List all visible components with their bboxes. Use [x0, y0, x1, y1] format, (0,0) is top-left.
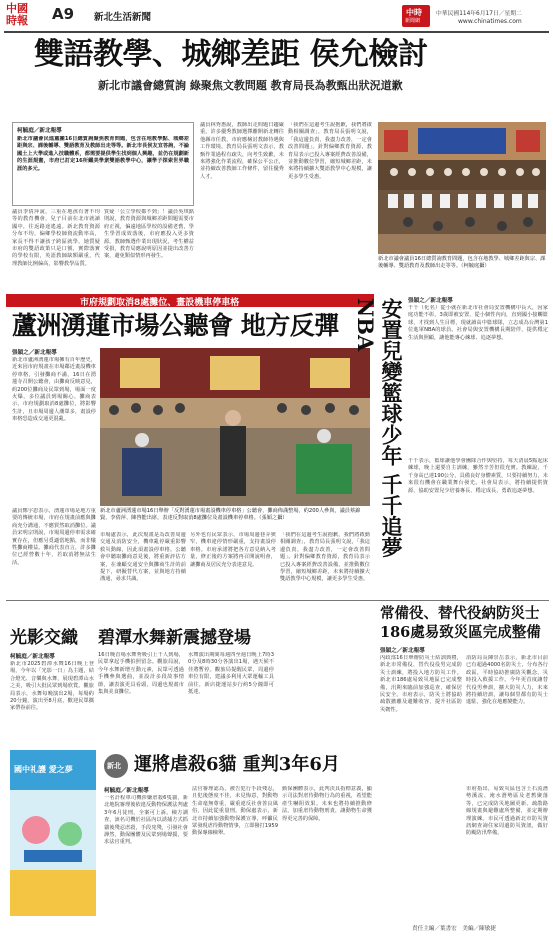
lead-subhead: 新北市議會總質詢 綠聚焦文教問題 教育局長為教甄出狀況道歉: [98, 79, 403, 92]
volunteer-headline-text: 常備役、替代役納防災士 186處易致災區完成整備: [380, 605, 541, 641]
masthead: [0, 0, 553, 33]
abuse-body-col1: 一名計程車司機涉嫌虐殺6隻貓，新北地院審理後依違反動物保護法判處3年6月徒刑，全案可上訴。檢方調查，該名司機於社區內以誘捕方式抓貓後殘忍虐殺，手段兇殘，引發社會譁然，動保團體及民眾到場聲援，要求法官重判。: [104, 795, 188, 846]
lead-body-col4: 「我們在這邊考生說抱歉，我們將啟動相關調查」，教育局長張明文說，「我這邊負責，我盡力改善，一定會改善問題」。針對偏鄉教育資源，教育局表示已投入專案經費改善設備，並推動數位學習，縮短城鄉差距，未來將持續擴大雙語教學中心規模，讓更多學生受惠。: [288, 122, 372, 180]
lead-photo: [378, 122, 546, 254]
dance-body-col1: 新北市2025碧潭水舞16日晚上登場，今年以「光影一日」為主題，結合燈光、音樂與水舞，展現碧潭山水之美，吸引大批民眾到場欣賞。觀旅局表示，水舞每晚演出2場，每場約20分鐘，演出至8月底，歡迎民眾攜家帶眷前往。: [10, 661, 94, 712]
brand-mark: [402, 5, 430, 27]
market-body-col2: 議員鄭宇恩表示，湧蓮市場是地方重要的傳統市場，市府在規畫前應與攤商充分溝通，不應貿然取消攤位。議員宋明宗則說，市場周邊停車需求確實存在，但應另覓適當地點，而非犧牲攤商權益。攤商代表直言，許多攤位已經營數十年，若取消將無法生活。: [12, 508, 96, 566]
volunteer-body-col3: 市府指出，易致災區包含土石流潛勢溪流、淹水潛勢區及老舊聚落等，已完成防災地圖更新、疏散路線規畫與避難處所整備，並定期辦理演練。市民可透過新北市防災資訊網查詢住家周邊防災資訊，做好防颱防汛準備。: [466, 786, 548, 837]
market-byline: 張穎之／新北報導: [12, 350, 57, 356]
masthead-rule: [4, 31, 549, 33]
lead-photo-caption: 新北市議會議員16日總質詢教育問題，包含在地教學、城鄉差距與宗、課後輔導、雙語教育及教師出走等等。（柯毓庭攝）: [378, 256, 546, 269]
dance-promo-image: [10, 750, 96, 916]
website-link[interactable]: www.chinatimes.com: [458, 18, 522, 25]
lead-body-col3: 議員林秀惠說，教師出走問題日趨嚴重，許多優秀教師選擇離開新北轉往他縣市任教，市府應檢討教師待遇與工作環境。教育局長張明文表示，教甄作業過程有疏失，向考生致歉，未來將強化作業流程，確保公平公正，並持續改善教師工作條件，留住優秀人才。: [200, 122, 284, 180]
lead-intro-box: [12, 122, 194, 206]
issue-date: 中華民國114年6月17日／星期二: [436, 11, 522, 17]
page-number: A9: [52, 5, 75, 23]
market-body-col5: 「我們在這邊考生說抱歉，我們將啟動相關調查」，教育局長張明文說，「我這邊負責，我盡力改善，一定會改善問題」。針對偏鄉教育資源，教育局表示已投入專案經費改善設備，並推動數位學習，縮短城鄉差距，未來將持續擴大雙語教學中心規模，讓更多學生受惠。: [280, 532, 370, 583]
lead-headline: 雙語教學、城鄉差距 侯允檢討: [34, 37, 428, 72]
basketball-headline: [353, 298, 404, 598]
section-name: 新北生活新聞: [94, 12, 152, 23]
brand-mark-line-1: 中時: [406, 8, 422, 17]
basketball-headline-text: 安置兒變籃球少年 千千追夢NBA: [353, 298, 404, 558]
lead-body-col2: 質疑「公立學校都不到」！議員吳琪銘則說，教育資源與城鄉差距問題需要市府正視，偏遠地區學校的設備老舊，學生學習成效落後，市府應投入更多資源。教師甄選作業出現狀況，考生權益受損，教育局應說明原因並提出改善方案，避免類似情形再發生。: [104, 209, 194, 260]
market-kicker-bar: [6, 294, 374, 307]
abuse-headline: 運將虐殺6貓 重判3年6月: [134, 754, 340, 775]
volunteer-headline: [380, 604, 548, 642]
lead-body-col1: 議員李倩萍說，三重在地孩有著不均等的教育機會，兒子目前在北市就讀國中，往返路途遙遠。新北教育資源分布不均，偏鄉學校師資流動率高，家長不得不讓孩子跨區就學。她質疑市府的雙語政策只是口號，實際落實的學校有限，英語教師缺額嚴重，代理教師比例偏高，影響教學品質。: [12, 209, 100, 267]
market-body-col4: 另外也有民眾表示，市場周邊巷弄狹窄，機車違停情形嚴重，支持畫設停車格。市府承諾將把各方意見納入考量，修正後的方案將再召開說明會，讓攤商及居民充分表達意見。: [190, 532, 276, 568]
basketball-byline: 張穎之／新北報導: [408, 298, 453, 304]
dance-headline-b: 碧潭水舞新震撼登場: [98, 628, 251, 648]
market-photo: [100, 348, 370, 506]
dance-body-col2: 16日晚首場水舞秀吸引上千人到場，民眾拿起手機拍照留念。觀旅局說，今年水舞新增互動元素，民眾可透過手機參與選曲，並設計多段故事情節，讓表演更具看頭，周邊也規畫市集與美食攤位。: [98, 652, 184, 696]
newspaper-logo: [6, 3, 34, 29]
abuse-badge: [104, 754, 128, 778]
dance-promo-text: 國中礼護 愛之夢: [14, 765, 73, 774]
market-kicker: 市府規劃取消8處攤位、畫設機車停車格: [80, 298, 240, 308]
market-photo-caption: 新北市蘆洲湧蓮市場16日舉辦「反對湧蓮市場畫設機車停車格」公聽會，攤商佈滿整場，約200人參與，議員蔡錦賢、李倩萍、陳啓能出席，表達反對取消8處攤位及畫設機車停車格。（張穎之攝）: [100, 508, 361, 521]
market-headline: 蘆洲湧蓮市場公聽會 地方反彈: [12, 311, 339, 340]
footer-credits: 責任主編／葉書宏 美編／陳敏捷: [412, 926, 496, 932]
dance-body-col3: 水舞演出期間每週四至週日晚上7時30分及8時30分各演出1場，遇天候不佳將暫停。觀旅局提醒民眾，周邊停車位有限，建議多利用大眾運輸工具前往，新店捷運站步行約5分鐘即可抵達。: [188, 652, 274, 696]
abuse-body-col2: 法官審理認為，被告犯行手段殘忍，且犯後態度不佳，未見悔意，對動物生命毫無尊重，嚴重違反社會善良風俗，因此從重量刑。動保處表示，新北市持續加強動物保護宣導，呼籲民眾發現虐待動物情事，立即撥打1959動保專線檢舉。: [192, 786, 278, 837]
lead-intro: 新北市議會民進黨團16日總質詢聚焦教育問題，包含在地教學點、城鄉差距與宗、課後輔導、雙語教育及教師出走等等。新北市長侯友宜答詢，不論國土上大學或進入技職體系，都需要提供學生找到個人興趣，並仍在規劃新的生涯規畫，市府已訂定16所鐵美學衆雙語教學中心，讓學子探索世界職涯的多元。: [17, 136, 189, 172]
market-body-col3: 市場處表示，此次規畫是為改善周邊交通及消防安全，機車亂停嚴重影響救災動線，因此須畫設停車格。公聽會中聽取攤商意見後，將重新評估方案，在兼顧交通安全與攤商生計的前提下，研擬替代方案，並與地方持續溝通，尋求共識。: [100, 532, 186, 583]
volunteer-body-col1: 內政部16日舉辦防災士結訓典禮，新北市常備役、替代役役男完成防災士訓練，將投入地方防災工作。新北市186處易致災地區已完成整備，汛期來臨前加強巡查，確保居民安全。市府表示，防災士將協助疏散撤離及避難收容，提升社區防災韌性。: [380, 655, 462, 713]
abuse-badge-text: 新北: [107, 762, 121, 770]
market-body-col1: 新北市蘆洲湧蓮市場擁有百年歷史，近來因市府規畫在市場鄰近畫設機車停車格，引發攤商不滿，16日在湧蓮寺召開公聽會，由攤商反映意見，約200位攤商及民眾到場，場面一度火爆，多位議員到場關心。攤商表示，市府規劃取消8處攤位，將影響生計，且市場周邊人潮眾多，畫設停車格恐造成交通更混亂。: [12, 357, 96, 423]
basketball-body-col1: 千千（化名）從小就在新北市社會局安置機構中長大，因家庭功能不彰，3歲即被安置，從小個性內向，直到國小接觸籃球，才找到人生目標，現就讀高中籃球隊，立志成為台灣第1位進軍NBA的球員。社會局與安置機構長期陪伴，提供穩定生活與照顧，讓他能專心練球、追逐夢想。: [408, 305, 548, 341]
newspaper-logo-line-2: 時報: [6, 14, 28, 27]
volunteer-byline: 張穎之／新北報導: [380, 648, 425, 654]
lead-byline: 柯毓庭／新北報導: [17, 128, 62, 134]
newspaper-logo-line-1: 中國: [6, 2, 28, 15]
dance-byline: 柯毓庭／新北報導: [10, 654, 55, 660]
volunteer-body-col2: 消防局長陳崇岳表示，新北市目前已有超過4000名防災士，分布各行政區，平時協助推廣防災觀念，災時投入救援工作。今年更首度讓替代役男參訓，擴大防災人力，未來將持續培訓，讓每個里都有防災士進駐，強化在地應變能力。: [466, 655, 548, 706]
abuse-byline: 柯毓庭／新北報導: [104, 788, 149, 794]
brand-mark-line-2: 新聞網: [405, 18, 421, 24]
dance-headline-a: 光影交織: [10, 628, 78, 648]
basketball-body-col2: 千千表示，籃球讓他學會團隊合作與堅持，每天清晨5點起床練球，晚上還要自主訓練，雖然辛苦但很充實。教練說，千千身高已達190公分，具備良好身體素質，只要持續努力，未來很有機會在職業舞台發光。社會局表示，將持續提供資源，協助安置兒少培養專長、穩定成長，勇敢追逐夢想。: [408, 458, 548, 494]
section-divider: [6, 600, 549, 601]
abuse-body-col3: 動保團體表示，此判決具指標意義，顯示司法對虐待動物行為的重視，希望能產生嚇阻效果。未來也將持續推動修法，加重虐待動物刑責，讓動物生命獲得更完善的保障。: [282, 786, 372, 822]
